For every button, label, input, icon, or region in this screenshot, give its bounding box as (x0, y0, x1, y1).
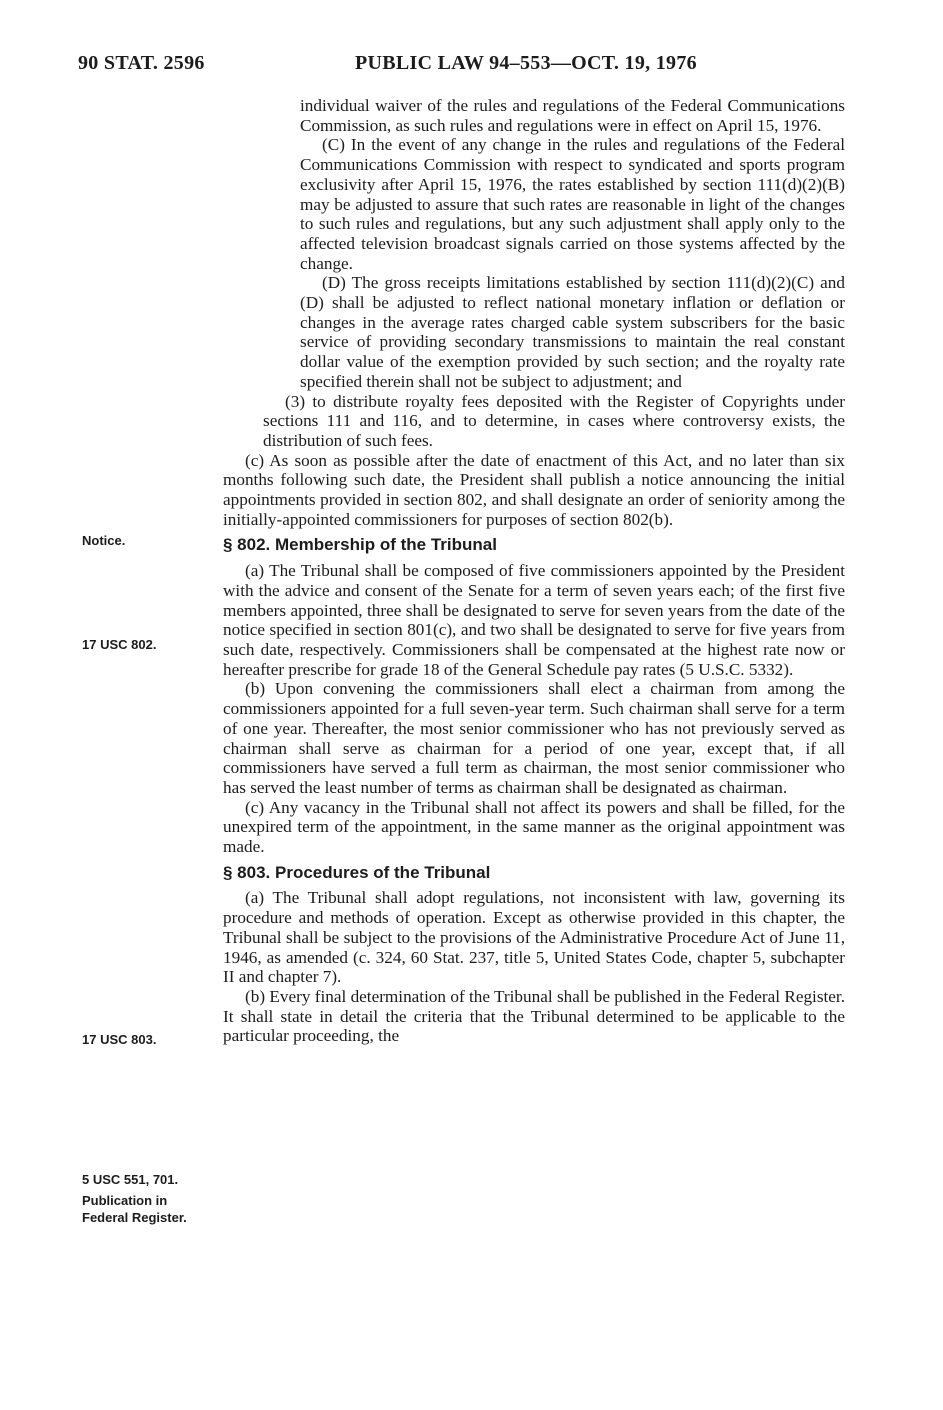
margin-note-5-usc-551: 5 USC 551, 701. (82, 1172, 179, 1187)
margin-note-17-usc-802: 17 USC 802. (82, 637, 157, 652)
section-803-heading: § 803. Procedures of the Tribunal (223, 862, 491, 882)
public-law-title: PUBLIC LAW 94–553—OCT. 19, 1976 (355, 52, 697, 74)
paragraph-a-regulations: (a) The Tribunal shall adopt regulations, not inconsistent with law, governing its procedure and methods of operation. Except as otherwise provided in this chapter, the Tribunal shall be subject to the provisions of the Administrative Procedure Act of June 11, 1946, as amended (c. 324, 60 Stat. 237, title 5, United States Code, chapter 5, subchapter II and chapter 7). (223, 888, 845, 987)
document-body (223, 96, 845, 1046)
margin-note-publication: Publication in Federal Register. (82, 1193, 187, 1225)
statute-page-reference: 90 STAT. 2596 (78, 52, 205, 74)
paragraph-3-distribute-fees: (3) to distribute royalty fees deposited with the Register of Copyrights under sections 111 and 116, and to determine, in cases where controversy exists, the distribution of such fees. (263, 391, 845, 450)
paragraph-c-vacancy: (c) Any vacancy in the Tribunal shall not affect its powers and shall be filled, for the unexpired term of the appointment, in the same manner as the original appointment was made. (223, 797, 845, 857)
paragraph-d-gross-receipts: (D) The gross receipts limitations established by section 111(d)(2)(C) and (D) shall be adjusted to reflect national monetary inflation or deflation or changes in the average rates charged cable system subscribers for the basic service of providing secondary transmissions to maintain the real constant dollar value of the exemption provided by such section; and the royalty rate specified therein shall not be subject to adjustment; and (300, 273, 845, 391)
margin-note-17-usc-803: 17 USC 803. (82, 1032, 157, 1047)
paragraph-b-final-determination: (b) Every final determination of the Tribunal shall be published in the Federal Register. It shall state in detail the criteria that the Tribunal determined to be applicable to the particular proceeding, the (223, 986, 845, 1046)
section-802-heading: § 802. Membership of the Tribunal (223, 535, 497, 555)
paragraph-c-rule-changes: (C) In the event of any change in the rules and regulations of the Federal Communications Commission with respect to syndicated and sports program exclusivity after April 15, 1976, the rates established by section 111(d)(2)(B) may be adjusted to assure that such rates are reasonable in light of the changes to such rules and regulations, but any such adjustment shall apply only to the affected television broadcast signals carried on those systems affected by the change. (300, 135, 845, 273)
paragraph-a-composition: (a) The Tribunal shall be composed of five commissioners appointed by the President with the advice and consent of the Senate for a term of seven years each; of the first five members appointed, three shall be designated to serve for seven years from the date of the notice specified in section 801(c), and two shall be designated to serve for five years from such date, respectively. Commissioners shall be compensated at the highest rate now or hereafter prescribe for grade 18 of the General Schedule pay rates (5 U.S.C. 5332). (223, 561, 845, 679)
page-header (0, 52, 943, 82)
paragraph-b-chairman: (b) Upon convening the commissioners shall elect a chairman from among the commissioners appointed for a full seven-year term. Such chairman shall serve for a term of one year. Thereafter, the most senior commissioner who has not previously served as chairman shall serve as chairman for a period of one year, except that, if all commissioners have served a full term as chairman, the most senior commissioner who has served the least number of terms as chairman shall be designated as chairman. (223, 679, 845, 797)
margin-note-notice: Notice. (82, 533, 126, 548)
paragraph-waiver: individual waiver of the rules and regulations of the Federal Communications Commission, as such rules and regulations were in effect on April 15, 1976. (300, 96, 845, 135)
paragraph-c-notice: (c) As soon as possible after the date of enactment of this Act, and no later than six months following such date, the President shall publish a notice announcing the initial appointments provided in section 802, and shall designate an order of seniority among the initially-appointed commissioners for purposes of section 802(b). (223, 450, 845, 529)
